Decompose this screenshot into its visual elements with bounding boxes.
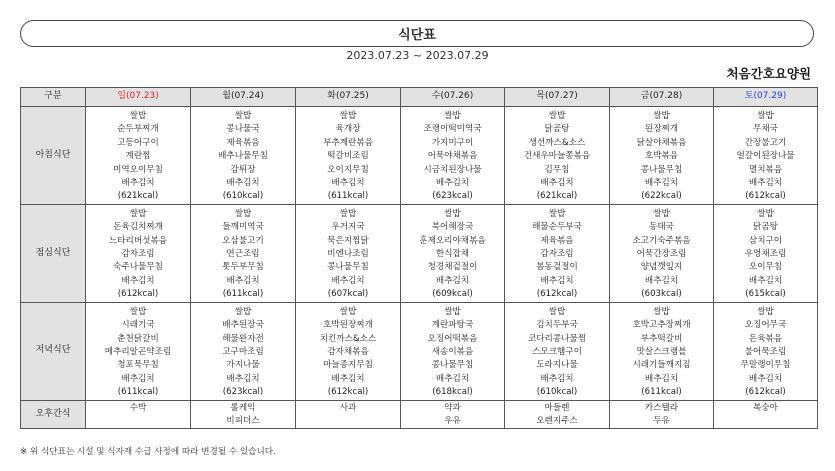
menu-item: 숙주나물무침 [113,262,163,273]
menu-item: 가지나물 [226,360,260,371]
menu-item: 시래기국 [121,320,155,331]
menu-item: 감자조림 [121,249,155,260]
menu-item: 배추김치 [540,373,574,384]
menu-item: 배추김치 [331,178,365,189]
day-header-thu: 목(07.27) [505,88,610,107]
menu-item: 얼갈이된장나물 [736,151,795,162]
menu-item: (603kcal) [641,289,682,300]
menu-item: 오징어무국 [744,320,787,331]
menu-item: 들깨미역국 [222,222,264,233]
menu-cell [505,204,610,302]
menu-item: 순두부찌개 [117,124,159,135]
menu-cell [296,204,401,302]
menu-item: 두유 [653,415,670,426]
menu-item: 닭곰탕 [753,222,778,233]
menu-item: 삼치구이 [748,235,783,246]
menu-item: 무말랭이무침 [740,360,791,371]
menu-item: 떡갈비조림 [327,151,369,162]
menu-item: (618kcal) [432,387,473,398]
menu-item: 배추김치 [435,275,470,286]
menu-item: 시래기들깨지짐 [632,360,691,371]
menu-item: 김치두부국 [536,320,578,331]
menu-item: 미역오이무침 [113,164,163,175]
footnote: ※ 위 식단표는 시설 및 식자재 수급 사정에 따라 변경될 수 있습니다. [20,447,276,457]
menu-item: (621kcal) [117,191,159,202]
menu-item: 오이무침 [748,262,783,273]
menu-item: 배추나물무침 [218,151,268,162]
day-header-fri: 금(07.28) [610,88,714,107]
menu-item: 배추김치 [226,178,260,189]
menu-item: (609kcal) [432,289,473,300]
menu-item: 쌀밥 [234,306,252,317]
menu-item: 쌀밥 [548,208,566,219]
menu-item: 우유 [444,415,461,426]
menu-item: (607kcal) [327,289,369,300]
menu-item: 배추김치 [435,178,470,189]
menu-item: 배추김치 [644,178,679,189]
table-row [21,107,818,205]
menu-item: 김무침 [544,164,570,175]
menu-item: 소고기숙주볶음 [632,235,691,246]
menu-item: (612kcal) [327,387,369,398]
menu-item: 콩나물무침 [431,360,474,371]
menu-item: 닭곰탕 [544,124,570,135]
menu-item: 감자채볶음 [327,346,369,357]
menu-cell [86,107,191,205]
menu-item: 배추김치 [435,373,470,384]
menu-item: (611kcal) [222,289,264,300]
menu-item: 호박볶음 [644,151,679,162]
menu-item: 쌀밥 [653,306,670,317]
menu-item: 배추김치 [748,178,783,189]
table-header-row [21,88,818,107]
menu-item: 계란찜 [125,151,151,162]
menu-item: 오렌지주스 [536,415,578,426]
menu-item: 치킨까스&소스 [319,333,377,344]
menu-item: 콩나물국 [226,124,260,135]
menu-item: 북어해장국 [431,222,474,233]
menu-item: 배추김치 [540,275,574,286]
menu-item: 감자조림 [540,249,574,260]
menu-cell [714,302,818,400]
menu-item: 쌀밥 [129,208,147,219]
menu-item: 쌀밥 [339,111,357,121]
menu-item: 마늘종지무침 [323,360,373,371]
menu-cell [610,107,714,205]
menu-cell [714,400,818,429]
menu-item: 쌀밥 [653,111,670,121]
menu-cell [191,204,296,302]
menu-item: 건새우마늘쫑볶음 [523,151,591,162]
day-header-tue: 화(07.25) [296,88,401,107]
menu-item: 배추김치 [540,178,574,189]
menu-item: 쌀밥 [444,208,461,219]
menu-item: 생선까스&소스 [528,137,586,148]
menu-item: (623kcal) [222,387,264,398]
menu-item: 시금치된장나물 [423,164,482,175]
menu-item: (610kcal) [222,191,264,202]
menu-item: 쌀밥 [757,306,774,317]
menu-item: 쌀밥 [234,111,252,121]
organization-name: 처음간호요양원 [726,66,811,81]
menu-item: 쌀밥 [339,208,357,219]
menu-item: 고구마조림 [222,346,264,357]
menu-item: 부추계란볶음 [323,137,373,148]
menu-item: (612kcal) [536,289,578,300]
date-range: 2023.07.23 ~ 2023.07.29 [346,49,489,62]
menu-item: 톳두부무침 [222,262,264,273]
menu-item: 춘천닭갈비 [117,333,159,344]
menu-item: 부추떡갈비 [640,333,683,344]
menu-item: 쌀밥 [757,111,774,121]
menu-item: (612kcal) [117,289,159,300]
menu-item: (623kcal) [432,191,473,202]
menu-item: 육개장 [335,124,361,135]
menu-item: (610kcal) [536,387,578,398]
menu-item: 봄동겉절이 [536,262,578,273]
menu-item: 무채국 [753,124,778,135]
menu-item: 쌀밥 [548,306,566,317]
menu-cell [401,400,505,429]
menu-title-banner [20,20,814,47]
menu-item: 연근조림 [226,249,260,260]
menu-cell [401,107,505,205]
menu-item: 한식잡채 [435,249,470,260]
menu-item: (611kcal) [117,387,159,398]
menu-item: 도라지나물 [536,360,578,371]
menu-item: 오이지무침 [327,164,369,175]
menu-item: 호박고추장찌개 [632,320,691,331]
menu-item: 복숭아 [753,402,778,413]
menu-item: (611kcal) [327,191,369,202]
menu-item: 해물완자전 [222,333,264,344]
menu-item: 배추김치 [331,373,365,384]
menu-item: 수박 [129,402,147,413]
row-label: 점심식단 [21,204,86,302]
menu-item: (612kcal) [745,387,786,398]
menu-item: 쌀밥 [339,306,357,317]
menu-item: 쌀밥 [653,208,670,219]
menu-item: 배추김치 [226,275,260,286]
menu-item: 사과 [339,402,357,413]
menu-cell [86,302,191,400]
menu-table-body [21,107,818,429]
menu-cell [296,400,401,429]
menu-cell [610,400,714,429]
table-row [21,302,818,400]
menu-item: (615kcal) [745,289,786,300]
menu-item: 우엉채조림 [744,249,787,260]
menu-item: (621kcal) [536,191,578,202]
menu-item: 스모크햄구이 [532,346,582,357]
menu-item: 동태국 [649,222,674,233]
menu-cell [86,204,191,302]
menu-item: 쌀밥 [757,208,774,219]
menu-item: 쌀밥 [444,111,461,121]
menu-cell [610,302,714,400]
day-header-sat: 토(07.29) [714,88,818,107]
day-header-mon: 월(07.24) [191,88,296,107]
menu-cell [401,302,505,400]
day-header-sun: 일(07.23) [86,88,191,107]
menu-item: 콩나물무침 [640,164,683,175]
menu-item: 묵은지찜닭 [327,235,369,246]
menu-cell [401,204,505,302]
menu-item: 닭살야채볶음 [636,137,687,148]
menu-item: 배추된장국 [222,320,264,331]
menu-item: 쌀밥 [129,306,147,317]
menu-item: 오징어떡볶음 [427,333,478,344]
row-label: 아침식단 [21,107,86,205]
menu-item: 고등어구이 [117,137,159,148]
menu-item: 해물순두부국 [532,222,582,233]
menu-item: 약과 [444,402,461,413]
menu-item: 멸치볶음 [748,164,783,175]
menu-item: 돈육볶음 [748,333,783,344]
menu-item: 제육볶음 [540,235,574,246]
menu-item: 제육볶음 [226,137,260,148]
menu-item: 배추김치 [331,275,365,286]
menu-item: 배추김치 [121,373,155,384]
page-title: 식단표 [398,28,436,43]
menu-item: 가지미구이 [431,137,474,148]
menu-item: 어묵야채볶음 [427,151,478,162]
table-row [21,204,818,302]
menu-item: 배추김치 [226,373,260,384]
menu-item: 조랭이떡미역국 [423,124,482,135]
menu-item: 어묵간장조림 [636,249,687,260]
row-label: 저녁식단 [21,302,86,400]
menu-item: 감튀장 [230,164,256,175]
menu-item: 쌀밥 [129,111,147,121]
menu-cell [86,400,191,429]
menu-item: 배추김치 [644,373,679,384]
menu-item: 새송이볶음 [431,346,474,357]
menu-item: 배추김치 [121,275,155,286]
menu-cell [714,204,818,302]
menu-item: (612kcal) [745,191,786,202]
menu-item: 코다리콩나물찜 [527,333,587,344]
menu-cell [610,204,714,302]
menu-item: 양념깻잎지 [640,262,683,273]
menu-item: 쌀밥 [234,208,252,219]
weekly-menu-table [20,87,818,429]
menu-item: 메추리알곤약조림 [104,346,172,357]
menu-item: 간장불고기 [744,137,787,148]
menu-item: 배추김치 [748,275,783,286]
table-row [21,400,818,429]
menu-cell [296,302,401,400]
menu-item: 맛살스크램블 [636,346,687,357]
menu-cell [191,107,296,205]
menu-item: 롤케익 [230,402,256,413]
menu-item: (611kcal) [641,387,682,398]
menu-item: 돈육김치찌개 [113,222,163,233]
menu-item: 호박된장찌개 [323,320,373,331]
menu-item: 배추김치 [644,275,679,286]
menu-cell [505,107,610,205]
menu-item: 훈제오리야채볶음 [419,235,486,246]
menu-item: 된장찌개 [644,124,679,135]
menu-item: 비엔나조림 [327,249,369,260]
menu-item: 계란파탕국 [431,320,474,331]
menu-cell [191,302,296,400]
menu-item: 오삼불고기 [222,235,264,246]
menu-item: 느타리버섯볶음 [108,235,168,246]
menu-item: 쌀밥 [548,111,566,121]
day-header-wed: 수(07.26) [401,88,505,107]
corner-label: 구분 [21,88,86,107]
menu-item: 카스텔라 [644,402,679,413]
menu-item: 마들렌 [544,402,570,413]
menu-item: 청경채겉절이 [427,262,478,273]
menu-item: 쌀밥 [444,306,461,317]
menu-item: 청포묵무침 [117,360,159,371]
menu-cell [505,400,610,429]
menu-cell [505,302,610,400]
menu-item: (622kcal) [641,191,682,202]
menu-item: 비피더스 [226,415,260,426]
menu-item: 콩나물무침 [327,262,369,273]
row-label: 오후간식 [21,400,86,429]
menu-cell [191,400,296,429]
menu-cell [296,107,401,205]
menu-item: 우거지국 [331,222,365,233]
menu-item: 불어묵조림 [744,346,787,357]
menu-item: 배추김치 [121,178,155,189]
menu-item: 배추김치 [748,373,783,384]
menu-cell [714,107,818,205]
